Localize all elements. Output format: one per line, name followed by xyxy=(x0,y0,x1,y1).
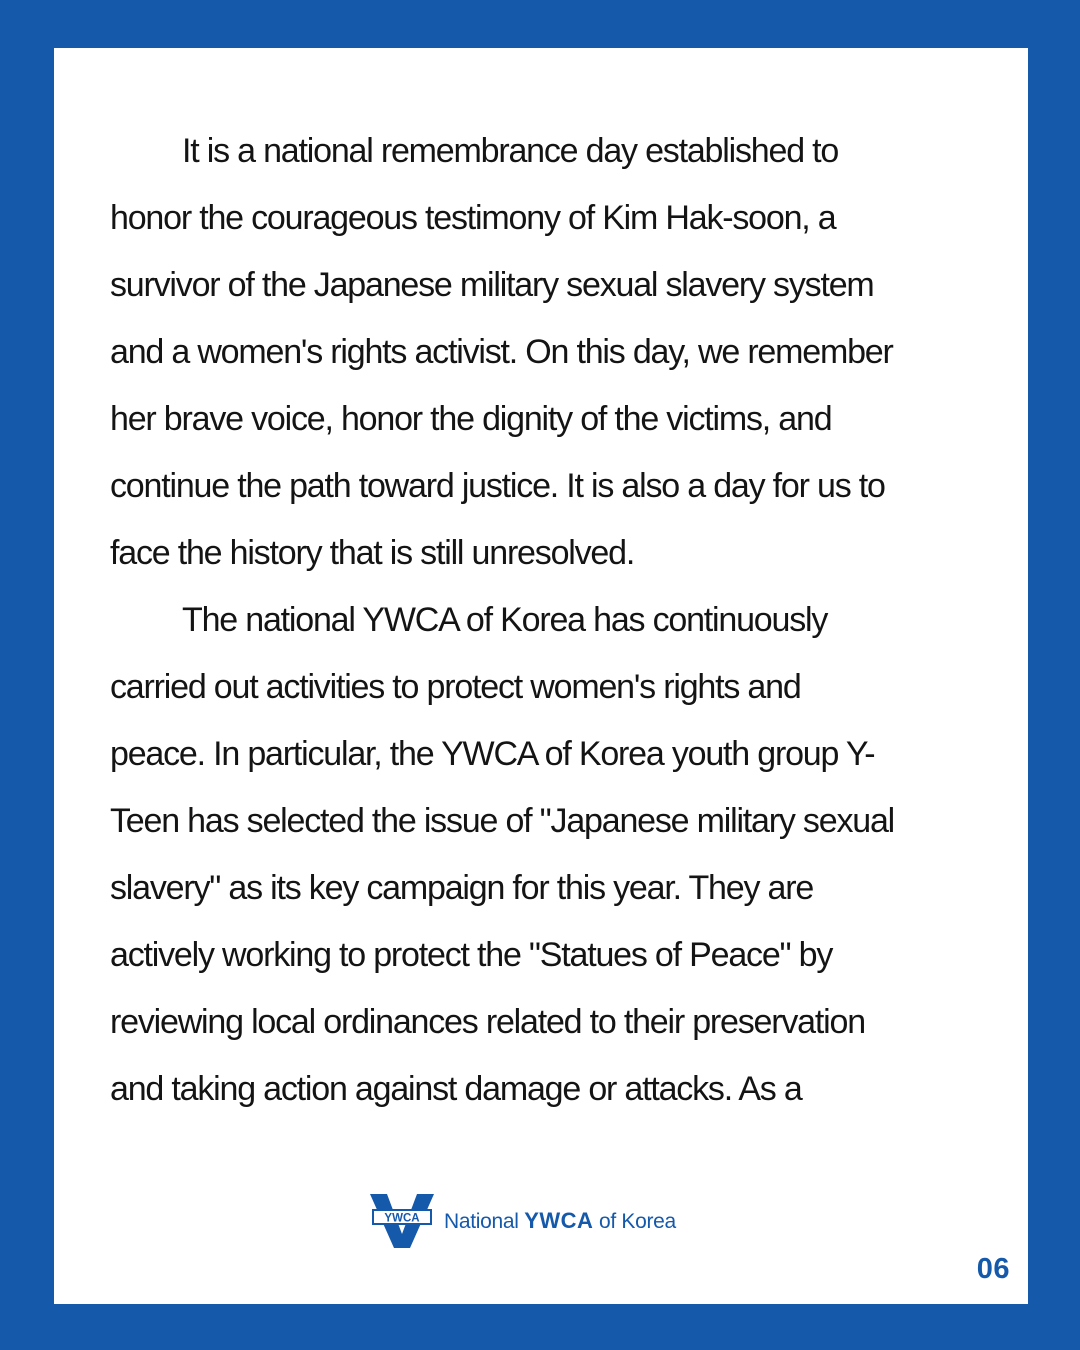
paragraph-1-line-7: face the history that is still unresolved. xyxy=(110,534,635,572)
paragraph-1-line-5: her brave voice, honor the dignity of the victims, and xyxy=(110,400,832,438)
paragraph-1-line-1: It is a national remembrance day established to xyxy=(182,132,839,170)
ywca-logo-icon xyxy=(370,1194,434,1248)
paragraph-2-line-6: actively working to protect the "Statues of Peace" by xyxy=(110,936,833,974)
org-suffix: of Korea xyxy=(593,1210,676,1233)
paragraph-1-line-4: and a women's rights activist. On this day, we remember xyxy=(110,333,893,371)
content-card xyxy=(54,48,1028,1304)
body-text xyxy=(110,118,980,1123)
paragraph-2-line-5: slavery" as its key campaign for this year. They are xyxy=(110,869,814,907)
page-number: 06 xyxy=(976,1253,1010,1285)
paragraph-2-line-2: carried out activities to protect women's rights and xyxy=(110,668,801,706)
paragraph-2-line-1: The national YWCA of Korea has continuously xyxy=(182,601,828,639)
paragraph-2-line-7: reviewing local ordinances related to their preservation xyxy=(110,1003,865,1041)
paragraph-1-line-6: continue the path toward justice. It is also a day for us to xyxy=(110,467,885,505)
org-bold: YWCA xyxy=(524,1208,594,1233)
org-name xyxy=(444,1208,676,1234)
paragraph-2-line-8: and taking action against damage or attacks. As a xyxy=(110,1070,802,1108)
paragraph-2-line-4: Teen has selected the issue of "Japanese military sexual xyxy=(110,802,895,840)
footer-logo xyxy=(370,1194,676,1248)
paragraph-2-line-3: peace. In particular, the YWCA of Korea youth group Y- xyxy=(110,735,875,773)
paragraph-1-line-2: honor the courageous testimony of Kim Hak-soon, a xyxy=(110,199,836,237)
logo-badge-text: YWCA xyxy=(384,1212,420,1225)
org-prefix: National xyxy=(444,1210,525,1233)
paragraph-1-line-3: survivor of the Japanese military sexual slavery system xyxy=(110,266,874,304)
